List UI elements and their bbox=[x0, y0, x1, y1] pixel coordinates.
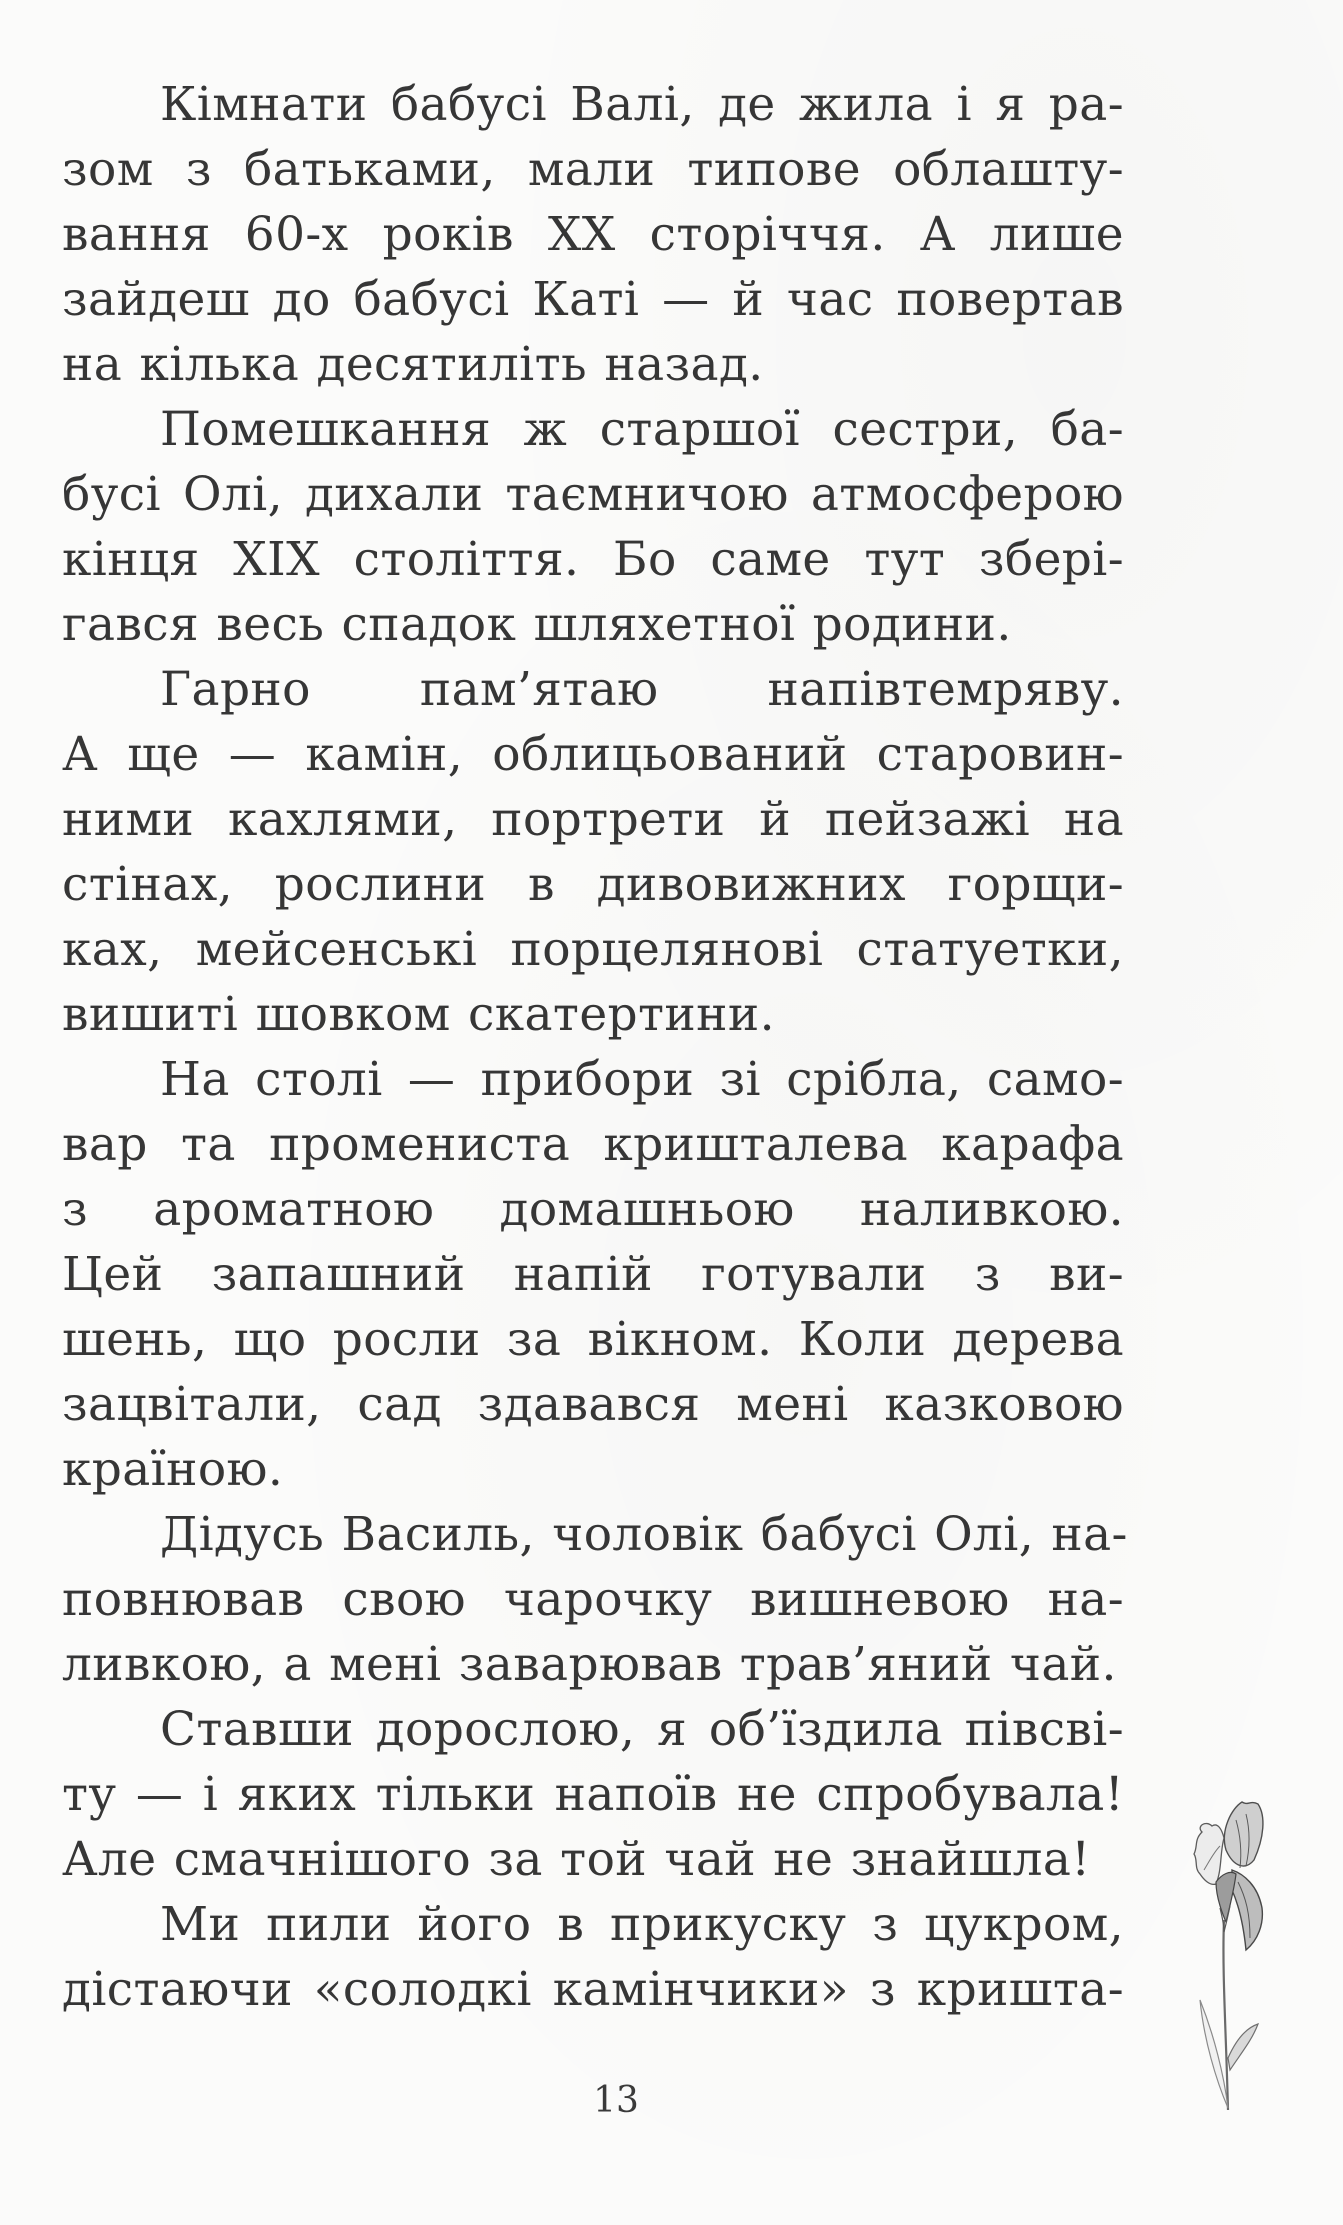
text-line: ливкою, а мені заварював трав’яний чай. bbox=[62, 1637, 1117, 1692]
text-line: гався весь спадок шляхетної родини. bbox=[62, 597, 1012, 652]
text-line: ними кахлями, портрети й пейзажі на bbox=[62, 792, 1124, 847]
text-line: повнював свою чарочку вишневою на- bbox=[62, 1572, 1124, 1627]
text-line: стінах, рослини в дивовижних горщи- bbox=[62, 857, 1124, 912]
text-line: дістаючи «солодкі камінчики» з кришта- bbox=[62, 1962, 1124, 2017]
text-line: Помешкання ж старшої сестри, ба- bbox=[160, 402, 1124, 457]
text-line: кінця XIX століття. Бо саме тут збері- bbox=[62, 532, 1124, 587]
text-line: вишиті шовком скатертини. bbox=[62, 987, 775, 1042]
text-line: зом з батьками, мали типове облашту- bbox=[62, 142, 1124, 197]
text-line: Але смачнішого за той чай не знайшла! bbox=[62, 1832, 1091, 1887]
text-line: Ми пили його в прикуску з цукром, bbox=[160, 1897, 1124, 1952]
text-line: на кілька десятиліть назад. bbox=[62, 337, 764, 392]
text-line: зайдеш до бабусі Каті — й час повертав bbox=[62, 272, 1124, 327]
text-line: А ще — камін, облицьований старовин- bbox=[62, 727, 1124, 782]
text-line: з ароматною домашньою наливкою. bbox=[62, 1182, 1124, 1237]
text-line: зацвітали, сад здавався мені казковою bbox=[62, 1377, 1124, 1432]
text-line: Дідусь Василь, чоловік бабусі Олі, на- bbox=[160, 1507, 1128, 1562]
text-line: бусі Олі, дихали таємничою атмосферою bbox=[62, 467, 1124, 522]
text-line: Кімнати бабусі Валі, де жила і я ра- bbox=[160, 77, 1124, 132]
text-line: Ставши дорослою, я об’їздила півсві- bbox=[160, 1702, 1124, 1757]
page-number: 13 bbox=[593, 2080, 639, 2121]
iris-flower-icon bbox=[1180, 1790, 1300, 2120]
text-line: вар та промениста кришталева карафа bbox=[62, 1117, 1124, 1172]
body-text bbox=[62, 72, 1128, 2022]
text-line: Цей запашний напій готували з ви- bbox=[62, 1247, 1124, 1302]
text-line: шень, що росли за вікном. Коли дерева bbox=[62, 1312, 1124, 1367]
text-line: вання 60-х років XX сторіччя. А лише bbox=[62, 207, 1124, 262]
text-line: країною. bbox=[62, 1442, 284, 1497]
text-line: Гарно пам’ятаю напівтемряву. bbox=[160, 662, 1124, 717]
text-line: ках, мейсенські порцелянові статуетки, bbox=[62, 922, 1124, 977]
text-line: ту — і яких тільки напоїв не спробувала! bbox=[62, 1767, 1124, 1822]
text-line: На столі — прибори зі срібла, само- bbox=[160, 1052, 1124, 1107]
